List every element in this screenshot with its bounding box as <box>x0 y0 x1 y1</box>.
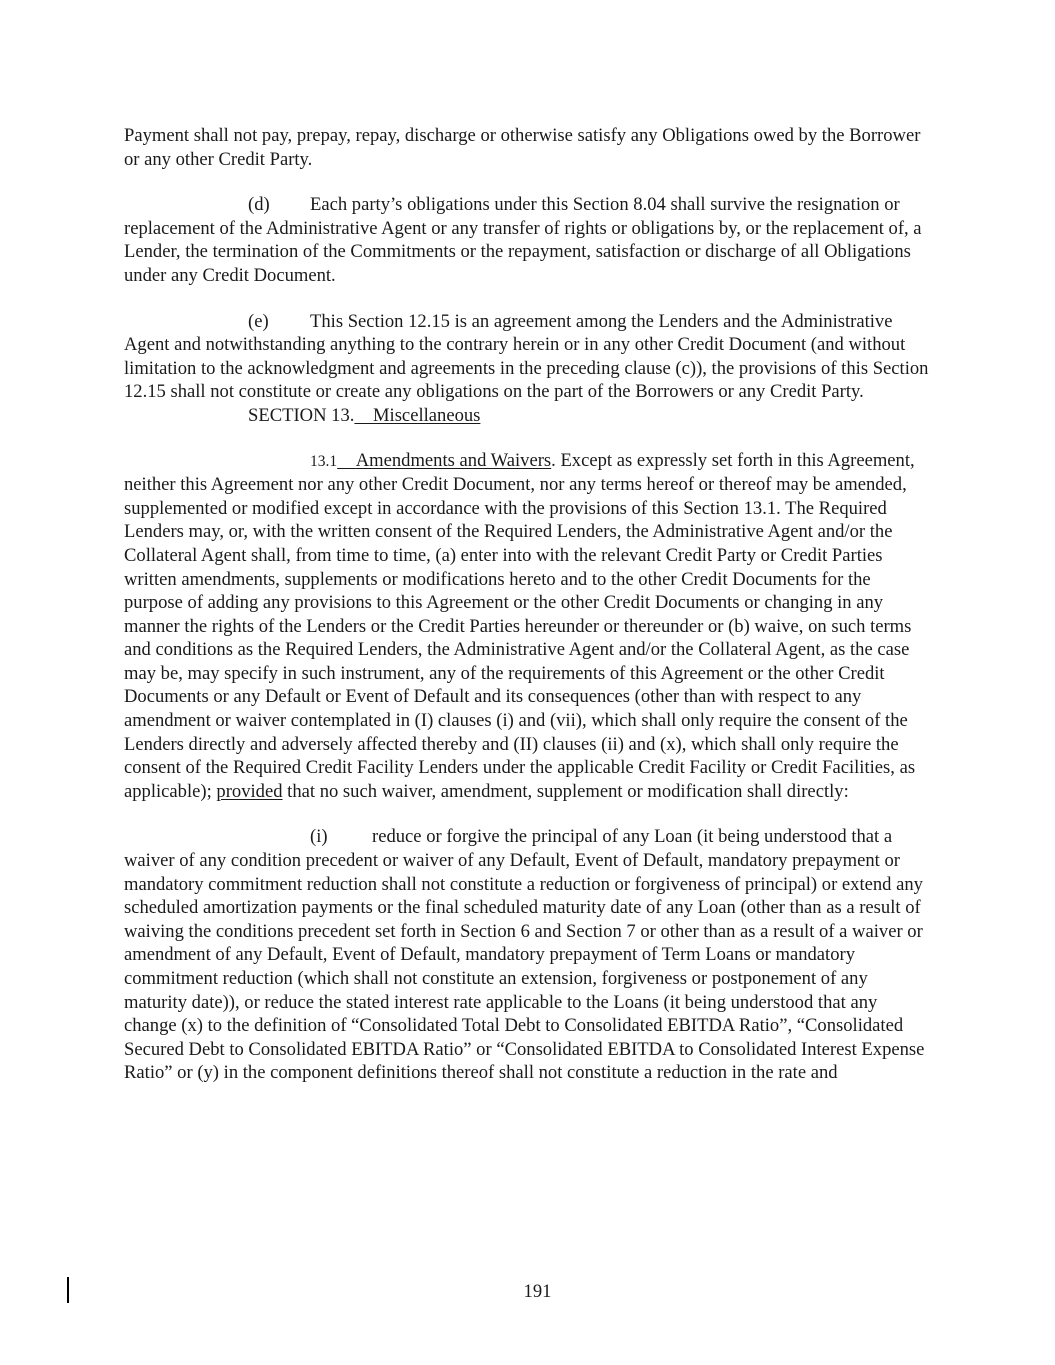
paragraph-e-text: This Section 12.15 is an agreement among the Lenders and the Administrative Agent and notwithstanding anything to the contrary herein or in any other Credit Document (and without limitation to the acknowledgment and agreements in the preceding clause (c)), the provisions of this Section 12.15 shall not constitute or create any obligations on the part of the Borrowers or any Credit Party. <box>124 310 929 403</box>
clause-i <box>124 825 929 1085</box>
section-13-label: SECTION 13. <box>248 404 355 426</box>
paragraph-e <box>124 310 929 404</box>
paragraph-d-text: Each party’s obligations under this Section 8.04 shall survive the resignation or replacement of the Administrative Agent or any transfer of rights or obligations by, or the replacement of, a Lender, the termination of the Commitments or the repayment, satisfaction or discharge of all Obligations under any Credit Document. <box>124 194 922 286</box>
section-13-1-paragraph <box>124 449 929 804</box>
document-page <box>124 124 929 1085</box>
paragraph-d-label: (d) <box>248 194 270 216</box>
section-13-heading <box>124 404 929 428</box>
continuation-paragraph: Payment shall not pay, prepay, repay, discharge or otherwise satisfy any Obligations owed by the Borrower or any other Credit Party. <box>124 125 921 170</box>
clause-i-label: (i) <box>310 826 328 848</box>
provided-term: provided <box>216 780 283 802</box>
section-13-title: Miscellaneous <box>373 404 481 426</box>
paragraph-e-label: (e) <box>248 310 269 332</box>
section-13-1-text: . Except as expressly set forth in this Agreement, neither this Agreement nor any other Credit Document, nor any terms hereof or thereof may be amended, supplemented or modified except in accordance with the provisions of this Section 13.1. The Required Lenders may, or, with the written consent of the Required Lenders, the Administrative Agent and/or the Collateral Agent shall, from time to time, (a) enter into with the relevant Credit Party or Credit Parties written amendments, supplements or modifications hereto and to the other Credit Documents for the purpose of adding any provisions to this Agreement or the other Credit Documents or changing in any manner the rights of the Lenders or the Credit Parties hereunder or thereunder or (b) waive, on such terms and conditions as the Required Lenders, the Administrative Agent and/or the Collateral Agent, as the case may be, may specify in such instrument, any of the requirements of this Agreement or the other Credit Documents or any Default or Event of Default and its consequences (other than with respect to any amendment or waiver contemplated in (I) clauses (i) and (vii), which shall only require the consent of the Lenders directly and adversely affected thereby and (II) clauses (ii) and (x), which shall only require the consent of the Required Credit Facility Lenders under the applicable Credit Facility or Credit Facilities, as applicable); <box>124 449 916 802</box>
page-number: 191 <box>523 1281 552 1302</box>
section-13-1-number: 13.1 <box>310 452 338 470</box>
section-13-1-title: Amendments and Waivers <box>355 449 552 471</box>
section-13-1-text-end: that no such waiver, amendment, supplement or modification shall directly: <box>282 780 849 802</box>
paragraph-d <box>124 193 929 287</box>
clause-i-text: reduce or forgive the principal of any Loan (it being understood that a waiver of any condition precedent or waiver of any Default, Event of Default, mandatory prepayment or mandatory commitment reduction shall not constitute a reduction or forgiveness of principal) or extend any scheduled amortization payments or the final scheduled maturity date of any Loan (other than as a result of waiving the conditions precedent set forth in Section 6 and Section 7 or other than as a result of a waiver or amendment of any Default, Event of Default, mandatory prepayment of Term Loans or mandatory commitment reduction (which shall not constitute an extension, forgiveness or postponement of any maturity date)), or reduce the stated interest rate applicable to the Loans (it being understood that any change (x) to the definition of “Consolidated Total Debt to Consolidated EBITDA Ratio”, “Consolidated Secured Debt to Consolidated EBITDA Ratio” or “Consolidated EBITDA to Consolidated Interest Expense Ratio” or (y) in the component definitions thereof shall not constitute a reduction in the rate and <box>124 826 925 1084</box>
